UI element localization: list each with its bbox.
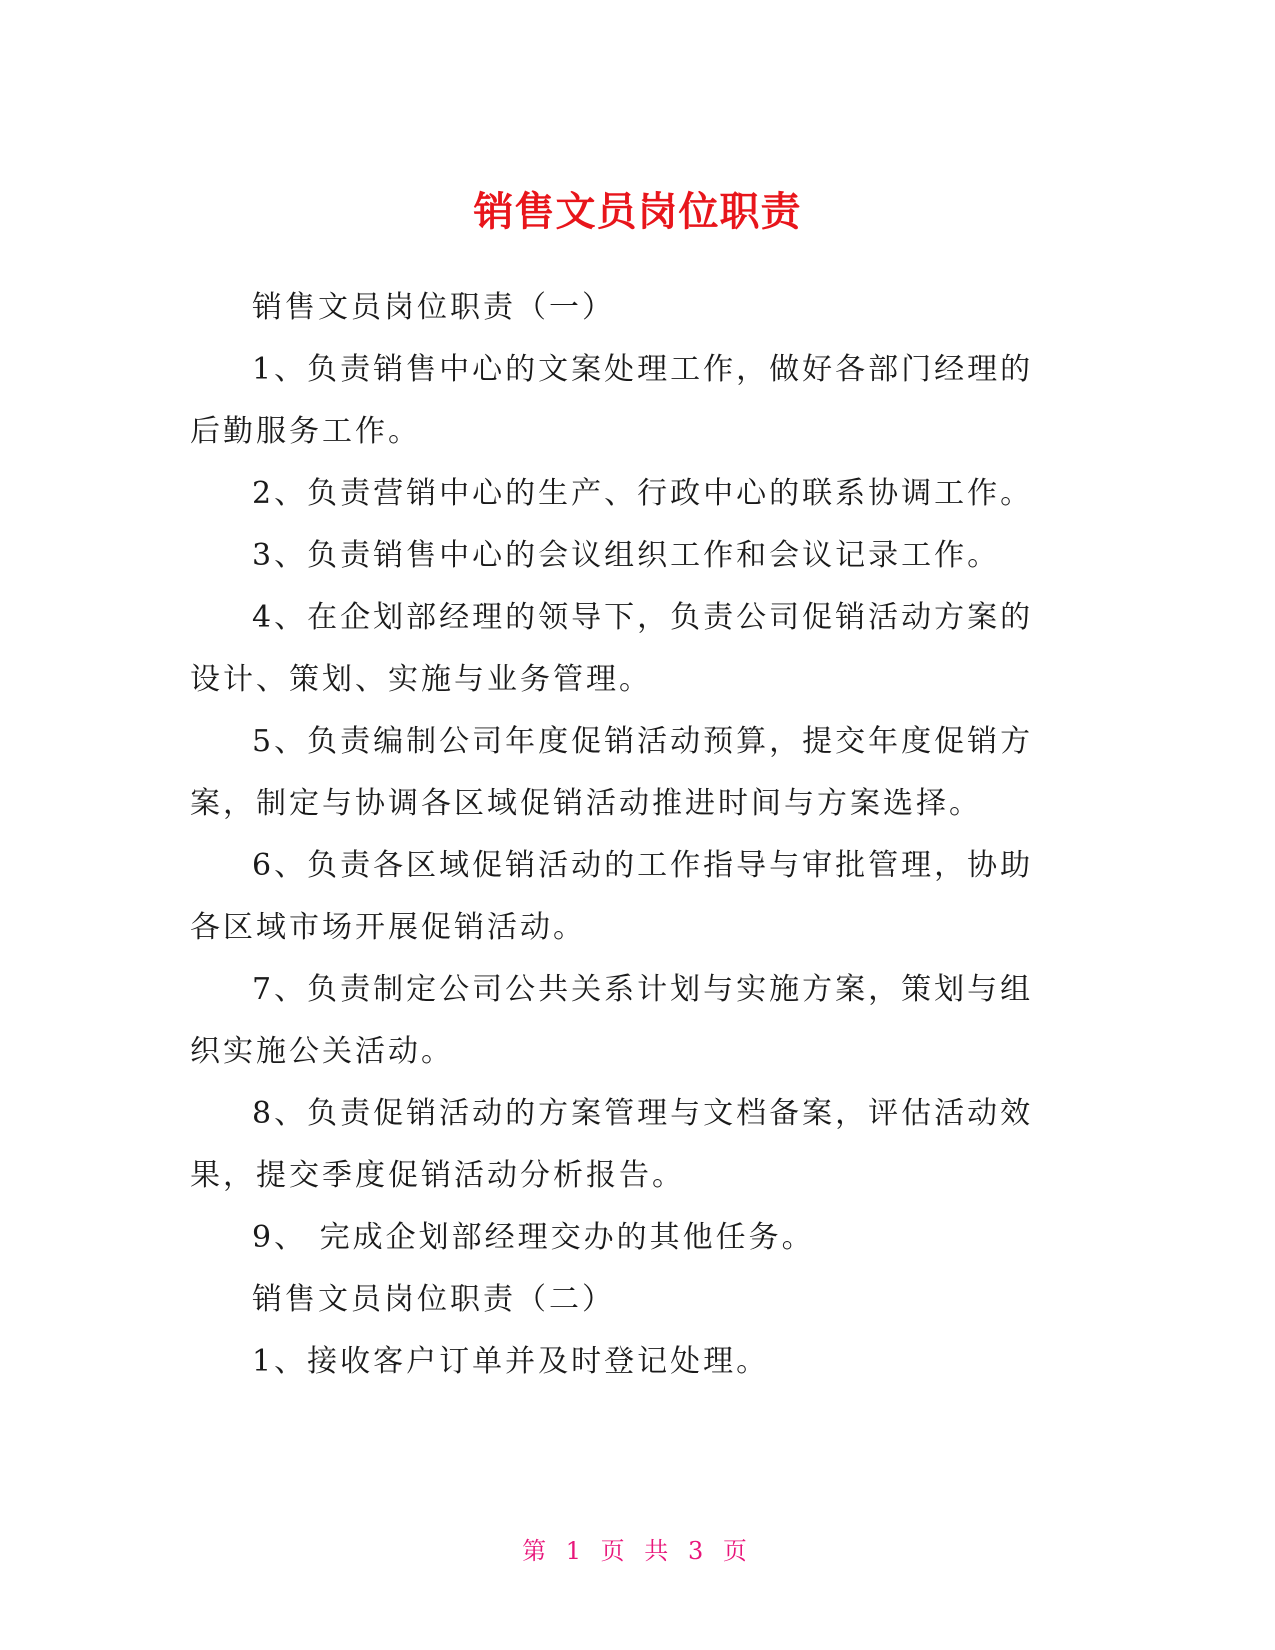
duty-item-6: 6、负责各区域促销活动的工作指导与审批管理，协助各区域市场开展促销活动。 bbox=[190, 848, 1034, 945]
section-heading-2: 销售文员岗位职责（二） bbox=[252, 1282, 615, 1317]
duty-item-8: 8、负责促销活动的方案管理与文档备案，评估活动效果，提交季度促销活动分析报告。 bbox=[190, 1096, 1034, 1193]
duty-item-4: 4、在企划部经理的领导下，负责公司促销活动方案的设计、策划、实施与业务管理。 bbox=[190, 600, 1034, 697]
section-heading-1: 销售文员岗位职责（一） bbox=[252, 290, 615, 325]
document-body bbox=[190, 277, 1060, 1393]
duty-item-1: 1、负责销售中心的文案处理工作，做好各部门经理的后勤服务工作。 bbox=[190, 352, 1034, 449]
duty-item-7: 7、负责制定公司公共关系计划与实施方案，策划与组织实施公关活动。 bbox=[190, 972, 1034, 1069]
page-number-footer: 第 1 页 共 3 页 bbox=[522, 1537, 753, 1565]
duty-item-2-1: 1、接收客户订单并及时登记处理。 bbox=[252, 1344, 770, 1379]
duty-item-9: 9、 完成企划部经理交办的其他任务。 bbox=[252, 1220, 815, 1255]
duty-item-2: 2、负责营销中心的生产、行政中心的联系协调工作。 bbox=[252, 476, 1034, 511]
duty-item-5: 5、负责编制公司年度促销活动预算，提交年度促销方案，制定与协调各区域促销活动推进时间与方案选择。 bbox=[190, 724, 1034, 821]
page-title: 销售文员岗位职责 bbox=[473, 188, 802, 235]
duty-item-3: 3、负责销售中心的会议组织工作和会议记录工作。 bbox=[252, 538, 1001, 573]
